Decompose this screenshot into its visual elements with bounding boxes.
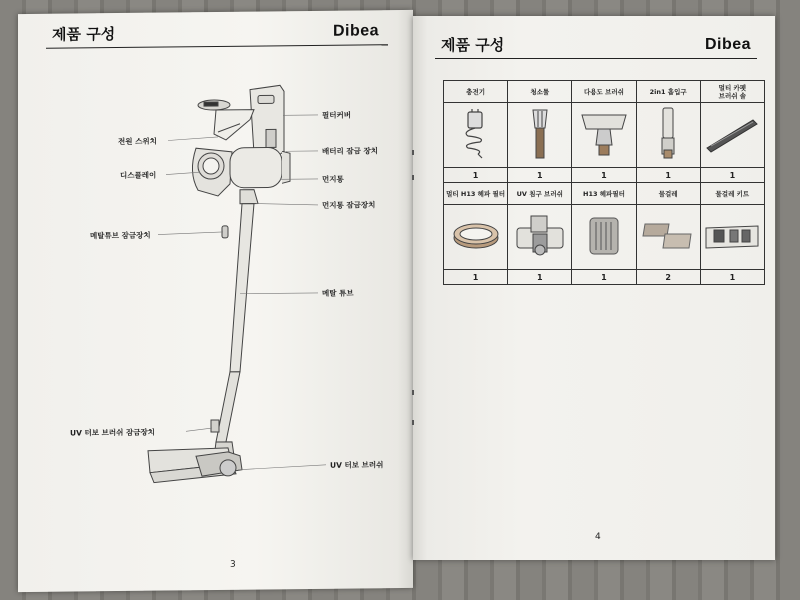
left-page: [18, 10, 413, 592]
quantity: 2: [636, 270, 700, 285]
wet-mop-icon: [636, 205, 700, 270]
binding-staple: [412, 175, 414, 180]
crevice-tool-icon: [508, 103, 572, 168]
header-rule: [435, 58, 757, 59]
quantity: 1: [700, 270, 764, 285]
quantity: 1: [572, 168, 636, 183]
ring-filter-icon: [444, 205, 508, 270]
part-name: UV 침구 브러쉬: [508, 183, 572, 205]
page-title: 제품 구성: [441, 36, 505, 54]
page-number: 3: [230, 559, 236, 570]
multi-brush-icon: [572, 103, 636, 168]
two-in-one-nozzle-icon: [636, 103, 700, 168]
part-name: 청소툴: [508, 81, 572, 103]
part-name: 2in1 흡입구: [636, 81, 700, 103]
quantity: 1: [700, 168, 764, 183]
vacuum-diagram: [18, 10, 413, 592]
callout-metal-tube-lock: 메탈튜브 잠금장치: [90, 230, 151, 241]
callout-uv-brush-lock: UV 터보 브러쉬 잠금장치: [70, 427, 155, 438]
carpet-brush-icon: [700, 103, 764, 168]
part-name: 물걸레 키트: [700, 183, 764, 205]
callout-filter-cover: 필터커버: [322, 110, 351, 120]
brand-logo: Dibea: [705, 36, 752, 53]
right-page: [413, 16, 775, 560]
page-number: 4: [595, 532, 601, 542]
binding-staple: [412, 150, 414, 155]
part-name: 멀티 카펫 브러쉬 솔: [700, 81, 764, 103]
mop-kit-icon: [700, 205, 764, 270]
quantity: 1: [444, 168, 508, 183]
callout-uv-brush: UV 터보 브러쉬: [330, 460, 384, 470]
callout-dust-bin-lock: 먼지통 잠금장치: [322, 200, 376, 210]
part-name: 멀티 H13 헤파 필터: [444, 183, 508, 205]
part-name: 다용도 브러쉬: [572, 81, 636, 103]
charger-icon: [444, 103, 508, 168]
binding-staple: [412, 390, 414, 395]
page-title: 제품 구성: [52, 25, 116, 44]
callout-dust-bin: 먼지통: [322, 174, 344, 184]
binding-staple: [412, 420, 414, 425]
part-name: 충전기: [444, 81, 508, 103]
callout-display: 디스플레이: [120, 170, 157, 181]
quantity: 1: [444, 270, 508, 285]
callout-metal-tube: 메탈 튜브: [322, 288, 354, 298]
part-name: H13 헤파필터: [572, 183, 636, 205]
quantity: 1: [572, 270, 636, 285]
quantity: 1: [508, 270, 572, 285]
quantity: 1: [636, 168, 700, 183]
bedding-brush-icon: [508, 205, 572, 270]
part-name: 물걸레: [636, 183, 700, 205]
components-table: [443, 80, 765, 285]
brand-logo: Dibea: [333, 22, 380, 40]
hepa-filter-icon: [572, 205, 636, 270]
quantity: 1: [508, 168, 572, 183]
callout-power-switch: 전원 스위치: [118, 136, 157, 147]
callout-battery-lock: 배터리 잠금 장치: [322, 146, 378, 156]
